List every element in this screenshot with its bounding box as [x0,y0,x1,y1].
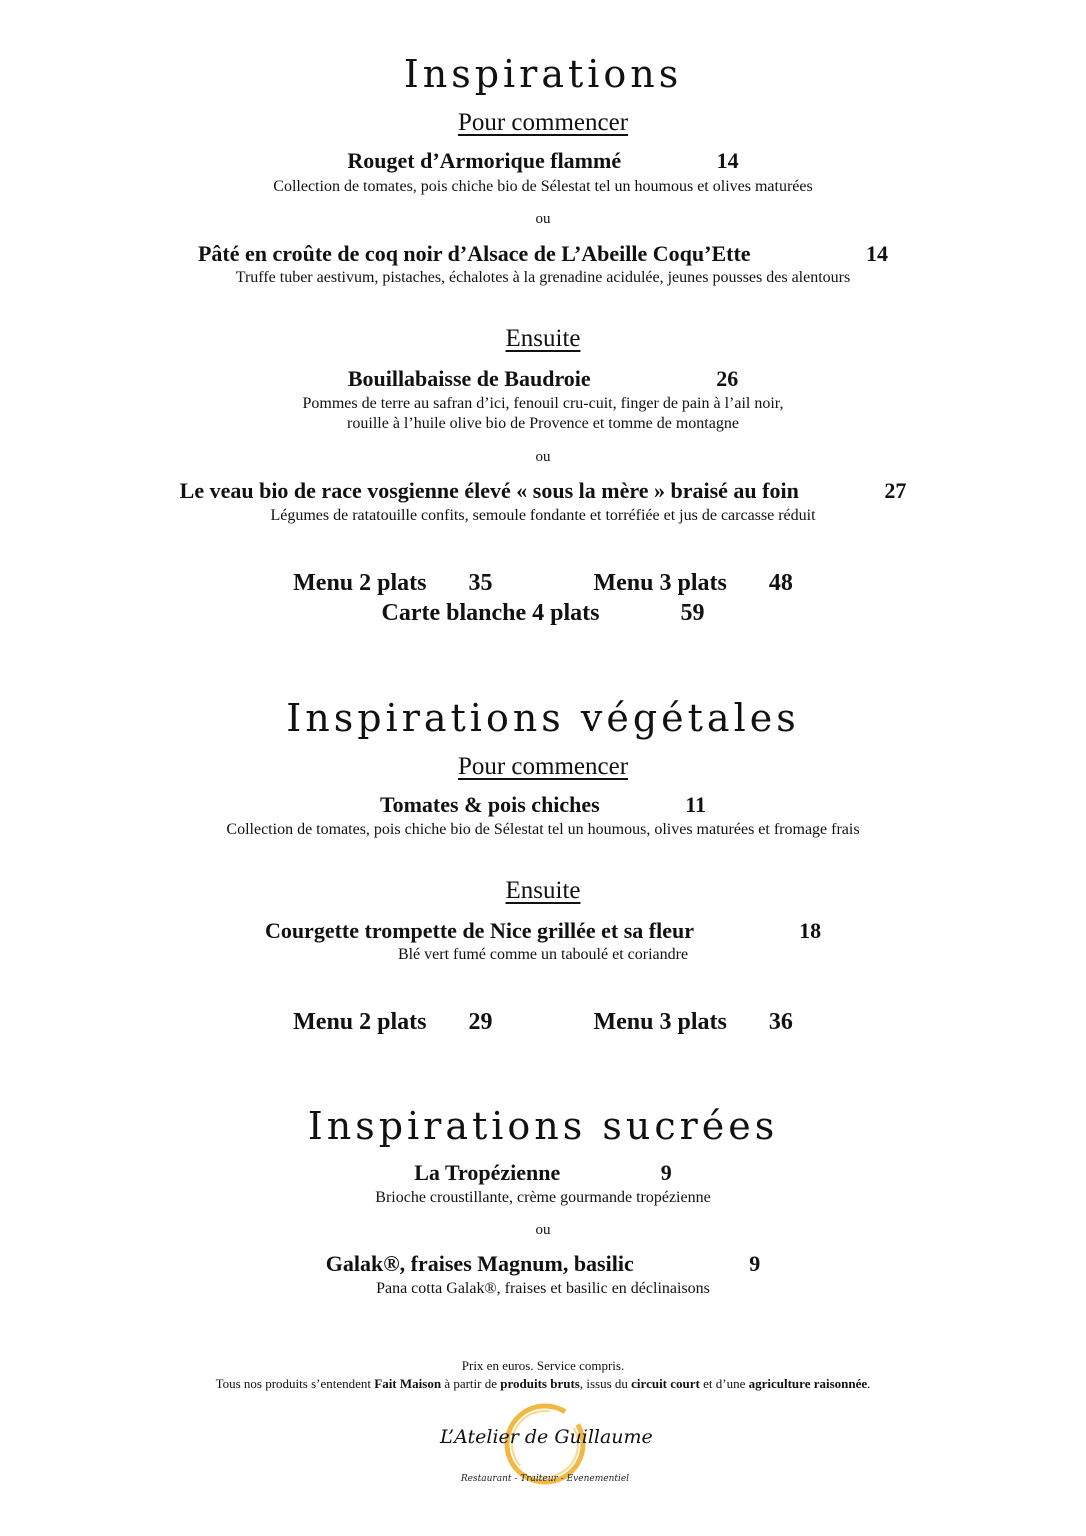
menu-label: Menu 2 plats [293,1009,427,1035]
menu-label: Menu 2 plats [293,570,427,596]
logo-name: L’Atelier de Guillaume [440,1426,653,1448]
course-heading-mains: Ensuite [505,325,581,352]
menu-price: 35 [468,570,493,596]
dish-pate-en-croute [0,241,1086,267]
menu-label: Menu 3 plats [593,1009,727,1035]
logo-ring-icon [440,1400,653,1500]
dish-price: 11 [685,792,707,817]
footer-emphasis: agriculture raisonnée [748,1376,868,1391]
dish-price: 9 [749,1251,761,1276]
dish-tropezienne [0,1160,1086,1186]
footer-prices-note: Prix en euros. Service compris. [461,1358,625,1373]
dish-price: 27 [884,478,907,503]
dish-veau [0,478,1086,504]
dish-name: Tomates & pois chiches [379,792,600,817]
dish-description: Brioche croustillante, crème gourmande tropézienne [375,1189,711,1206]
dish-description: Pana cotta Galak®, fraises et basilic en déclinaisons [376,1280,710,1297]
section-title-vegetales: Inspirations végétales [286,696,800,740]
dish-description: Collection de tomates, pois chiche bio de Sélestat tel un houmous, olives maturées et fromage frais [226,821,860,838]
menu-prices-row-1 [0,569,1086,597]
menu-prices-row-2 [0,599,1086,627]
separator-ou: ou [535,211,551,227]
dish-description: Truffe tuber aestivum, pistaches, échalotes à la grenadine acidulée, jeunes pousses des alentours [235,269,851,286]
footer-text: Tous nos produits s’entendent [215,1376,375,1391]
section-title-sucrees: Inspirations sucrées [307,1104,779,1148]
menu-price: 36 [768,1009,793,1035]
footer-text: . [867,1376,871,1391]
dish-name: Galak®, fraises Magnum, basilic [325,1251,634,1276]
dish-name: Le veau bio de race vosgienne élevé « sous la mère » braisé au foin [179,478,799,503]
footer-text: et d’une [699,1376,749,1391]
footer-text: , issus du [579,1376,632,1391]
menu-price: 59 [680,600,705,626]
dish-bouillabaisse [0,366,1086,392]
dish-description: rouille à l’huile olive bio de Provence et tomme de montagne [347,415,739,432]
footer-emphasis: Fait Maison [374,1376,442,1391]
dish-description: Collection de tomates, pois chiche bio de Sélestat tel un houmous et olives maturées [273,178,813,195]
restaurant-logo [440,1400,653,1500]
menu-price: 48 [768,570,793,596]
separator-ou: ou [535,449,551,465]
dish-price: 18 [799,918,822,943]
footer-sourcing-note [0,1376,1086,1392]
dish-price: 14 [716,148,739,173]
logo-tagline: Restaurant - Traiteur - Evenementiel [460,1474,630,1484]
menu-label: Carte blanche 4 plats [381,600,600,626]
menu-price: 29 [468,1009,493,1035]
separator-ou: ou [535,1222,551,1238]
dish-description: Légumes de ratatouille confits, semoule fondante et torréfiée et jus de carcasse réduit [270,507,816,524]
dish-rouget [0,148,1086,174]
dish-name: Courgette trompette de Nice grillée et sa fleur [264,918,694,943]
dish-name: Rouget d’Armorique flammé [347,148,622,173]
footer-emphasis: circuit court [631,1376,700,1391]
dish-galak [0,1251,1086,1277]
menu-prices-row-1 [0,1008,1086,1036]
dish-price: 14 [866,241,889,266]
dish-description: Pommes de terre au safran d’ici, fenouil cru-cuit, finger de pain à l’ail noir, [302,395,784,412]
course-heading-starters: Pour commencer [457,109,629,136]
section-title-inspirations: Inspirations [403,52,683,96]
footer-text: à partir de [441,1376,501,1391]
dish-name: Pâté en croûte de coq noir d’Alsace de L’Abeille Coqu’Ette [197,241,751,266]
menu-label: Menu 3 plats [593,570,727,596]
dish-courgette [0,918,1086,944]
dish-name: La Tropézienne [414,1160,561,1185]
dish-tomates-pois-chiches [0,792,1086,818]
dish-price: 26 [716,366,739,391]
footer-emphasis: produits bruts [500,1376,580,1391]
course-heading-starters: Pour commencer [457,753,629,780]
dish-name: Bouillabaisse de Baudroie [347,366,591,391]
dish-description: Blé vert fumé comme un taboulé et coriandre [397,946,689,963]
course-heading-mains: Ensuite [505,877,581,904]
dish-price: 9 [660,1160,672,1185]
